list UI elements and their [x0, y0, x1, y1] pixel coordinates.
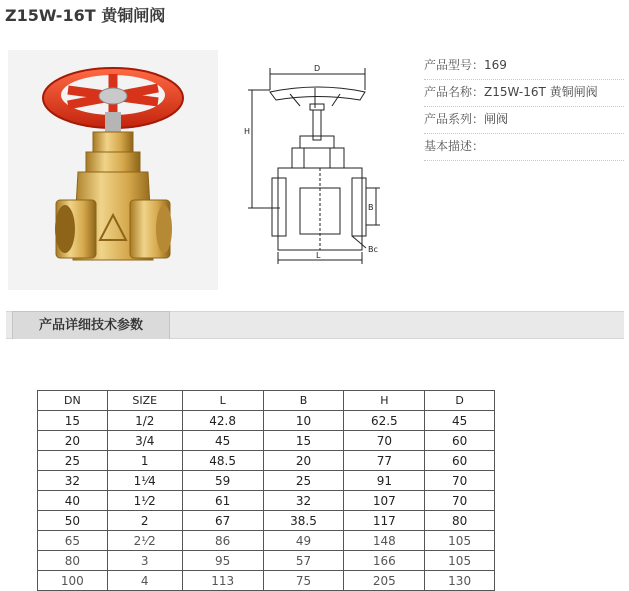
table-cell: 80: [38, 551, 108, 571]
table-cell: 80: [425, 511, 495, 531]
table-row: [38, 531, 495, 551]
table-cell: 38.5: [263, 511, 344, 531]
table-cell: 60: [425, 451, 495, 471]
table-body: [38, 411, 495, 591]
table-cell: 10: [263, 411, 344, 431]
diagram-label-h: H: [244, 127, 251, 136]
table-cell: 113: [182, 571, 263, 591]
table-row: [38, 551, 495, 571]
technical-drawing: [240, 60, 410, 270]
table-row: [38, 511, 495, 531]
table-cell: 50: [38, 511, 108, 531]
tab-tech-params[interactable]: 产品详细技术参数: [12, 311, 170, 339]
table-cell: 4: [107, 571, 182, 591]
table-cell: 95: [182, 551, 263, 571]
info-label: 产品型号：: [424, 58, 485, 72]
table-cell: 15: [263, 431, 344, 451]
info-value: 闸阀: [484, 112, 509, 126]
spec-table: [37, 390, 495, 591]
table-cell: 148: [344, 531, 425, 551]
section-tab-bar: [6, 311, 624, 339]
table-cell: 77: [344, 451, 425, 471]
header-b: B: [263, 391, 344, 411]
table-cell: 105: [425, 551, 495, 571]
table-cell: 70: [425, 491, 495, 511]
header-d: D: [425, 391, 495, 411]
table-cell: 75: [263, 571, 344, 591]
diagram-label-l: L: [316, 251, 321, 260]
table-cell: 2: [107, 511, 182, 531]
table-cell: 60: [425, 431, 495, 451]
table-cell: 59: [182, 471, 263, 491]
table-cell: 32: [263, 491, 344, 511]
table-cell: 3/4: [107, 431, 182, 451]
table-cell: 1¹⁄2: [107, 491, 182, 511]
info-label: 基本描述：: [424, 139, 485, 153]
info-name: [424, 80, 624, 107]
header-h: H: [344, 391, 425, 411]
table-row: [38, 571, 495, 591]
table-cell: 70: [425, 471, 495, 491]
page-title: Z15W-16T 黄铜闸阀: [5, 6, 166, 25]
info-label: 产品系列：: [424, 112, 485, 126]
table-cell: 117: [344, 511, 425, 531]
table-cell: 48.5: [182, 451, 263, 471]
product-photo: [8, 50, 218, 290]
header-dn: DN: [38, 391, 108, 411]
table-cell: 61: [182, 491, 263, 511]
table-cell: 3: [107, 551, 182, 571]
product-info: [424, 53, 624, 161]
diagram-label-d: D: [314, 64, 321, 73]
table-cell: 91: [344, 471, 425, 491]
table-header-row: [38, 391, 495, 411]
table-cell: 1¹⁄4: [107, 471, 182, 491]
table-cell: 67: [182, 511, 263, 531]
table-cell: 15: [38, 411, 108, 431]
table-cell: 100: [38, 571, 108, 591]
info-description: [424, 134, 624, 161]
table-cell: 1/2: [107, 411, 182, 431]
table-cell: 105: [425, 531, 495, 551]
table-cell: 107: [344, 491, 425, 511]
info-label: 产品名称：: [424, 85, 485, 99]
table-cell: 42.8: [182, 411, 263, 431]
table-cell: 166: [344, 551, 425, 571]
table-cell: 65: [38, 531, 108, 551]
table-row: [38, 411, 495, 431]
table-cell: 40: [38, 491, 108, 511]
table-cell: 130: [425, 571, 495, 591]
info-value: 169: [484, 58, 507, 72]
header-l: L: [182, 391, 263, 411]
table-cell: 45: [425, 411, 495, 431]
table-cell: 205: [344, 571, 425, 591]
table-cell: 62.5: [344, 411, 425, 431]
info-model: [424, 53, 624, 80]
table-cell: 45: [182, 431, 263, 451]
table-cell: 1: [107, 451, 182, 471]
table-cell: 25: [263, 471, 344, 491]
table-row: [38, 471, 495, 491]
info-value: Z15W-16T 黄铜闸阀: [484, 85, 598, 99]
table-cell: 86: [182, 531, 263, 551]
table-cell: 20: [263, 451, 344, 471]
diagram-label-bc: Bc: [368, 245, 378, 254]
table-cell: 32: [38, 471, 108, 491]
table-cell: 20: [38, 431, 108, 451]
table-cell: 70: [344, 431, 425, 451]
table-row: [38, 491, 495, 511]
header-size: SIZE: [107, 391, 182, 411]
table-cell: 25: [38, 451, 108, 471]
table-cell: 2¹⁄2: [107, 531, 182, 551]
diagram-label-b: B: [368, 203, 374, 212]
table-cell: 57: [263, 551, 344, 571]
table-cell: 49: [263, 531, 344, 551]
table-row: [38, 451, 495, 471]
info-series: [424, 107, 624, 134]
table-row: [38, 431, 495, 451]
